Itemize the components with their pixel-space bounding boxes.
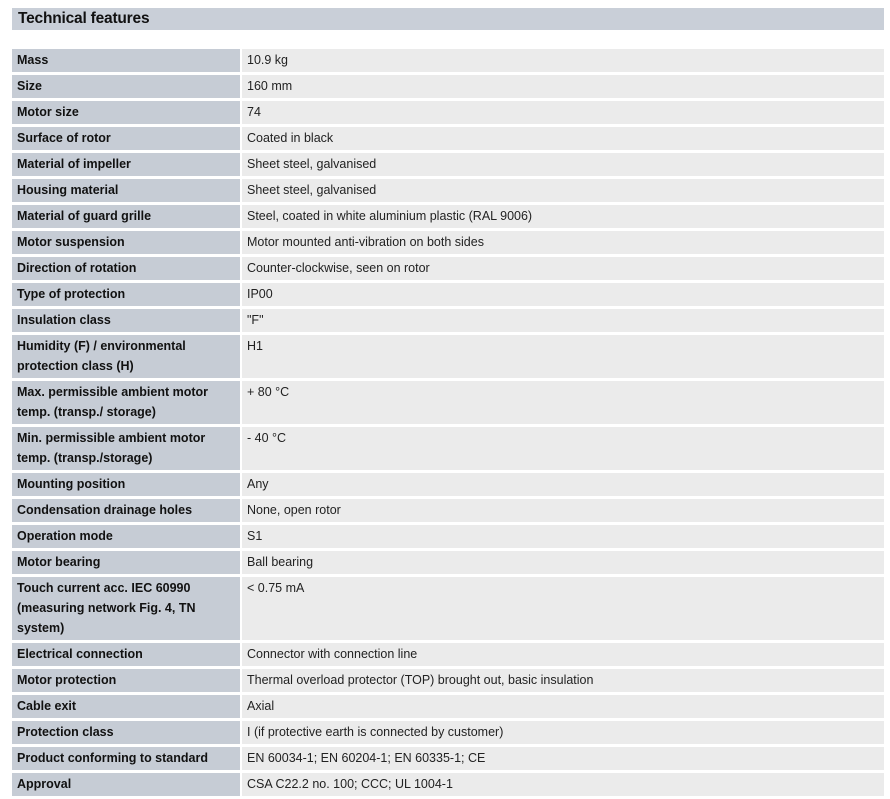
table-row	[12, 772, 884, 798]
row-value: Ball bearing	[242, 550, 884, 576]
row-label: Motor bearing	[12, 550, 240, 576]
row-label: Mounting position	[12, 472, 240, 498]
row-label: Protection class	[12, 720, 240, 746]
table-row	[12, 472, 884, 498]
table-row	[12, 380, 884, 426]
row-label: Min. permissible ambient motor temp. (transp./storage)	[12, 426, 240, 472]
row-label: Operation mode	[12, 524, 240, 550]
row-label: Cable exit	[12, 694, 240, 720]
row-label: Touch current acc. IEC 60990 (measuring network Fig. 4, TN system)	[12, 576, 240, 642]
table-row	[12, 524, 884, 550]
row-label: Type of protection	[12, 282, 240, 308]
row-value: + 80 °C	[242, 380, 884, 426]
row-value: Coated in black	[242, 126, 884, 152]
table-row	[12, 746, 884, 772]
row-value: Sheet steel, galvanised	[242, 178, 884, 204]
table-row	[12, 426, 884, 472]
row-value: CSA C22.2 no. 100; CCC; UL 1004-1	[242, 772, 884, 798]
row-value: "F"	[242, 308, 884, 334]
table-row	[12, 694, 884, 720]
row-value: < 0.75 mA	[242, 576, 884, 642]
table-row	[12, 282, 884, 308]
table-row	[12, 642, 884, 668]
row-label: Humidity (F) / environmental protection class (H)	[12, 334, 240, 380]
table-row	[12, 308, 884, 334]
table-row	[12, 178, 884, 204]
row-value: 10.9 kg	[242, 49, 884, 74]
row-value: Thermal overload protector (TOP) brought out, basic insulation	[242, 668, 884, 694]
row-value: Connector with connection line	[242, 642, 884, 668]
row-label: Max. permissible ambient motor temp. (transp./ storage)	[12, 380, 240, 426]
table-row	[12, 334, 884, 380]
row-value: 74	[242, 100, 884, 126]
technical-features-table	[12, 49, 884, 799]
table-row	[12, 49, 884, 74]
table-row	[12, 550, 884, 576]
table-row	[12, 230, 884, 256]
table-row	[12, 126, 884, 152]
section-header	[12, 8, 884, 30]
row-label: Material of impeller	[12, 152, 240, 178]
table-row	[12, 720, 884, 746]
row-value: EN 60034-1; EN 60204-1; EN 60335-1; CE	[242, 746, 884, 772]
row-label: Motor protection	[12, 668, 240, 694]
table-row	[12, 152, 884, 178]
row-value: S1	[242, 524, 884, 550]
row-label: Material of guard grille	[12, 204, 240, 230]
row-label: Size	[12, 74, 240, 100]
row-label: Approval	[12, 772, 240, 798]
row-value: Axial	[242, 694, 884, 720]
row-label: Housing material	[12, 178, 240, 204]
row-value: Counter-clockwise, seen on rotor	[242, 256, 884, 282]
row-label: Condensation drainage holes	[12, 498, 240, 524]
row-value: IP00	[242, 282, 884, 308]
row-value: H1	[242, 334, 884, 380]
section-title: Technical features	[18, 10, 150, 27]
row-label: Direction of rotation	[12, 256, 240, 282]
row-value: I (if protective earth is connected by customer)	[242, 720, 884, 746]
row-value: Sheet steel, galvanised	[242, 152, 884, 178]
row-label: Product conforming to standard	[12, 746, 240, 772]
row-value: Any	[242, 472, 884, 498]
table-row	[12, 668, 884, 694]
table-row	[12, 100, 884, 126]
row-value: Steel, coated in white aluminium plastic (RAL 9006)	[242, 204, 884, 230]
row-label: Insulation class	[12, 308, 240, 334]
row-label: Electrical connection	[12, 642, 240, 668]
row-value: - 40 °C	[242, 426, 884, 472]
table-row	[12, 204, 884, 230]
row-value: Motor mounted anti-vibration on both sides	[242, 230, 884, 256]
row-value: None, open rotor	[242, 498, 884, 524]
row-label: Mass	[12, 49, 240, 74]
row-label: Motor size	[12, 100, 240, 126]
table-row	[12, 256, 884, 282]
row-value: 160 mm	[242, 74, 884, 100]
row-label: Motor suspension	[12, 230, 240, 256]
table-row	[12, 498, 884, 524]
row-label: Surface of rotor	[12, 126, 240, 152]
table-row	[12, 576, 884, 642]
table-row	[12, 74, 884, 100]
